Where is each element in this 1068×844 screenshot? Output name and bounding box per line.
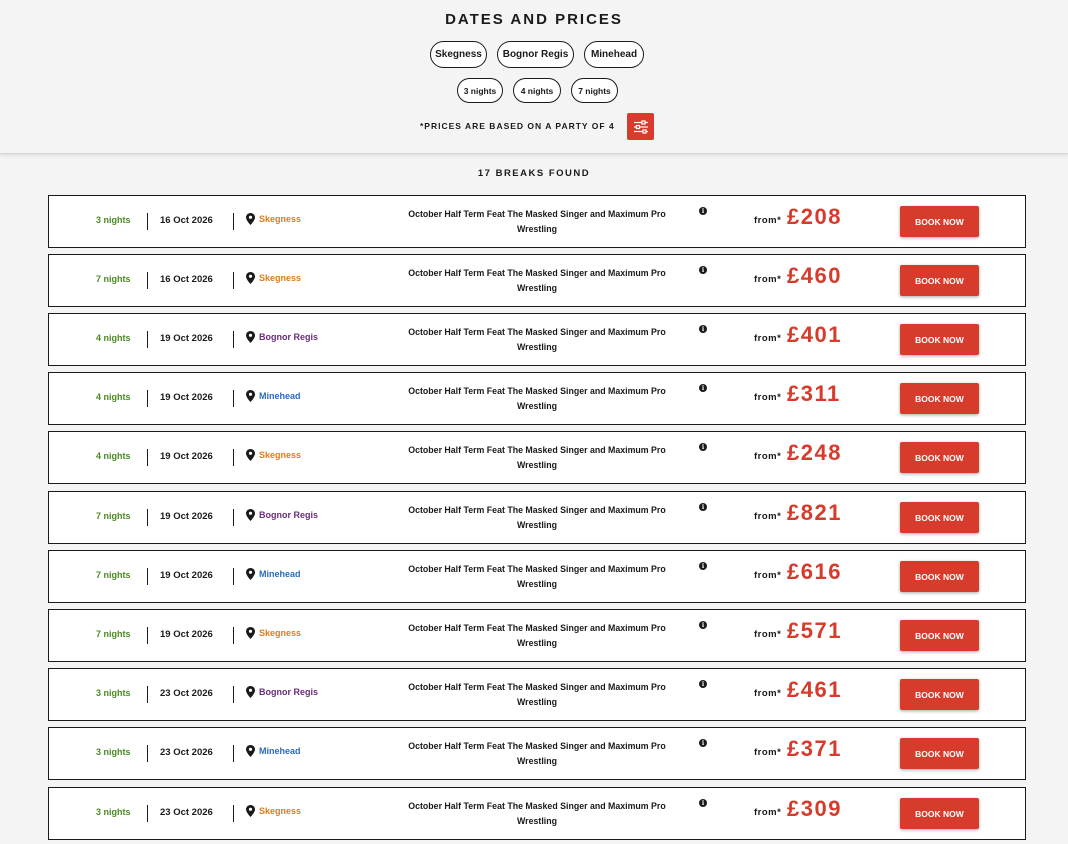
info-icon[interactable]: i [699, 739, 707, 747]
break-price: £248 [787, 440, 842, 465]
book-now-button[interactable]: BOOK NOW [900, 206, 979, 237]
break-title: October Half Term Feat The Masked Singer and Maximum Pro Wrestling [408, 445, 666, 470]
break-row [48, 668, 1026, 721]
break-row [48, 195, 1026, 248]
break-date: 23 Oct 2026 [160, 807, 213, 818]
break-price: £460 [787, 263, 842, 288]
break-title: October Half Term Feat The Masked Singer and Maximum Pro Wrestling [408, 386, 666, 411]
divider [147, 686, 148, 703]
break-nights: 3 nights [96, 688, 131, 698]
break-row [48, 431, 1026, 484]
info-icon[interactable]: i [699, 443, 707, 451]
info-icon[interactable]: i [699, 384, 707, 392]
info-icon[interactable]: i [699, 621, 707, 629]
map-pin-icon [246, 745, 255, 757]
book-now-button[interactable]: BOOK NOW [900, 561, 979, 592]
divider [147, 213, 148, 230]
map-pin-icon [246, 805, 255, 817]
break-location [246, 272, 301, 284]
break-date: 19 Oct 2026 [160, 570, 213, 581]
break-price: £821 [787, 500, 842, 525]
price-from-label: from* [754, 629, 782, 640]
break-price: £461 [787, 677, 842, 702]
break-date: 16 Oct 2026 [160, 215, 213, 226]
break-price: £208 [787, 204, 842, 229]
break-location [246, 686, 318, 698]
break-price: £571 [787, 618, 842, 643]
break-nights: 4 nights [96, 392, 131, 402]
break-date: 19 Oct 2026 [160, 333, 213, 344]
break-location-label: Skegness [259, 450, 302, 460]
break-location [246, 213, 301, 225]
break-location-label: Skegness [259, 628, 302, 638]
price-from-label: from* [754, 451, 782, 462]
divider [147, 568, 148, 585]
break-row [48, 313, 1026, 366]
info-icon[interactable]: i [699, 266, 707, 274]
party-size-note: *PRICES ARE BASED ON A PARTY OF 4 [420, 121, 615, 131]
break-nights: 4 nights [96, 333, 131, 343]
price-from-label: from* [754, 274, 782, 285]
info-icon[interactable]: i [699, 562, 707, 570]
break-location [246, 509, 318, 521]
break-row [48, 372, 1026, 425]
break-nights: 7 nights [96, 629, 131, 639]
break-date: 19 Oct 2026 [160, 511, 213, 522]
break-location [246, 449, 301, 461]
nights-filter-7[interactable]: 7 nights [571, 78, 618, 103]
divider [233, 449, 234, 466]
divider [233, 331, 234, 348]
break-date: 23 Oct 2026 [160, 747, 213, 758]
divider [233, 686, 234, 703]
break-title: October Half Term Feat The Masked Singer and Maximum Pro Wrestling [408, 505, 666, 530]
sliders-icon [633, 120, 649, 134]
info-icon[interactable]: i [699, 207, 707, 215]
book-now-button[interactable]: BOOK NOW [900, 679, 979, 710]
break-location [246, 627, 301, 639]
book-now-button[interactable]: BOOK NOW [900, 738, 979, 769]
map-pin-icon [246, 686, 255, 698]
book-now-button[interactable]: BOOK NOW [900, 620, 979, 651]
book-now-button[interactable]: BOOK NOW [900, 383, 979, 414]
break-title: October Half Term Feat The Masked Singer and Maximum Pro Wrestling [408, 741, 666, 766]
break-date: 16 Oct 2026 [160, 274, 213, 285]
break-nights: 7 nights [96, 274, 131, 284]
break-location-label: Bognor Regis [259, 510, 319, 520]
info-icon[interactable]: i [699, 325, 707, 333]
break-price: £309 [787, 796, 842, 821]
divider [233, 627, 234, 644]
nights-filter-3[interactable]: 3 nights [457, 78, 503, 103]
break-row [48, 550, 1026, 603]
price-from-label: from* [754, 215, 782, 226]
divider [233, 568, 234, 585]
divider [147, 272, 148, 289]
page-title: DATES AND PRICES [445, 11, 623, 28]
break-nights: 3 nights [96, 747, 131, 757]
price-from-label: from* [754, 688, 782, 699]
break-price: £311 [787, 381, 841, 406]
map-pin-icon [246, 568, 255, 580]
info-icon[interactable]: i [699, 503, 707, 511]
divider [147, 509, 148, 526]
break-location-label: Skegness [259, 214, 302, 224]
divider [233, 390, 234, 407]
break-location-label: Skegness [259, 273, 302, 283]
nights-filter-4[interactable]: 4 nights [513, 78, 561, 103]
map-pin-icon [246, 272, 255, 284]
divider [233, 745, 234, 762]
price-from-label: from* [754, 333, 782, 344]
location-filter-skegness[interactable]: Skegness [430, 41, 487, 68]
price-from-label: from* [754, 392, 782, 403]
info-icon[interactable]: i [699, 799, 707, 807]
break-title: October Half Term Feat The Masked Singer and Maximum Pro Wrestling [408, 564, 666, 589]
price-from-label: from* [754, 570, 782, 581]
divider [147, 745, 148, 762]
break-nights: 4 nights [96, 451, 131, 461]
break-title: October Half Term Feat The Masked Singer and Maximum Pro Wrestling [408, 327, 666, 352]
divider [147, 805, 148, 822]
results-count: 17 BREAKS FOUND [477, 168, 591, 179]
divider [233, 509, 234, 526]
divider [147, 449, 148, 466]
break-location-label: Minehead [259, 391, 301, 401]
map-pin-icon [246, 449, 255, 461]
break-row [48, 254, 1026, 307]
divider [147, 390, 148, 407]
break-price: £401 [787, 322, 842, 347]
break-location-label: Skegness [259, 806, 302, 816]
location-filter-minehead[interactable]: Minehead [584, 41, 644, 68]
break-row [48, 609, 1026, 662]
info-icon[interactable]: i [699, 680, 707, 688]
map-pin-icon [246, 509, 255, 521]
break-date: 19 Oct 2026 [160, 392, 213, 403]
book-now-button[interactable]: BOOK NOW [900, 265, 979, 296]
break-date: 19 Oct 2026 [160, 629, 213, 640]
break-location [246, 805, 301, 817]
map-pin-icon [246, 627, 255, 639]
break-title: October Half Term Feat The Masked Singer and Maximum Pro Wrestling [408, 682, 666, 707]
break-location [246, 331, 318, 343]
price-from-label: from* [754, 747, 782, 758]
divider [147, 331, 148, 348]
book-now-button[interactable]: BOOK NOW [900, 324, 979, 355]
break-title: October Half Term Feat The Masked Singer and Maximum Pro Wrestling [408, 801, 666, 826]
book-now-button[interactable]: BOOK NOW [900, 442, 979, 473]
break-nights: 7 nights [96, 570, 131, 580]
break-price: £616 [787, 559, 842, 584]
map-pin-icon [246, 213, 255, 225]
divider [147, 627, 148, 644]
break-location [246, 390, 301, 402]
break-title: October Half Term Feat The Masked Singer and Maximum Pro Wrestling [408, 268, 666, 293]
break-date: 23 Oct 2026 [160, 688, 213, 699]
location-filter-bognor-regis[interactable]: Bognor Regis [497, 41, 574, 68]
break-row [48, 787, 1026, 840]
break-location-label: Bognor Regis [259, 332, 319, 342]
filter-settings-button[interactable] [627, 113, 654, 140]
break-location [246, 568, 301, 580]
price-from-label: from* [754, 511, 782, 522]
map-pin-icon [246, 331, 255, 343]
break-title: October Half Term Feat The Masked Singer and Maximum Pro Wrestling [408, 623, 666, 648]
filter-panel [0, 0, 1068, 154]
map-pin-icon [246, 390, 255, 402]
break-row [48, 491, 1026, 544]
break-row [48, 727, 1026, 780]
break-date: 19 Oct 2026 [160, 451, 213, 462]
break-title: October Half Term Feat The Masked Singer and Maximum Pro Wrestling [408, 209, 666, 234]
divider [233, 272, 234, 289]
break-price: £371 [787, 736, 842, 761]
book-now-button[interactable]: BOOK NOW [900, 798, 979, 829]
break-location-label: Minehead [259, 569, 301, 579]
break-location [246, 745, 301, 757]
break-location-label: Minehead [259, 746, 301, 756]
break-location-label: Bognor Regis [259, 687, 319, 697]
break-nights: 3 nights [96, 807, 131, 817]
break-nights: 3 nights [96, 215, 131, 225]
divider [233, 805, 234, 822]
price-from-label: from* [754, 807, 782, 818]
book-now-button[interactable]: BOOK NOW [900, 502, 979, 533]
divider [233, 213, 234, 230]
break-nights: 7 nights [96, 511, 131, 521]
